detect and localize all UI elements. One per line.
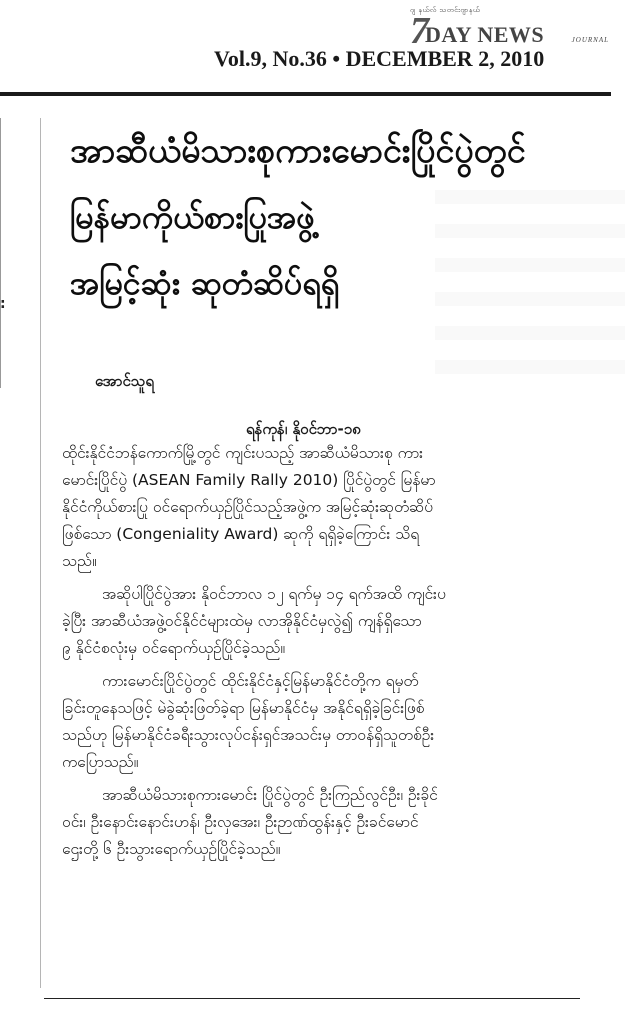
paragraph [62,668,618,776]
headline-line: မြန်မာကိုယ်စားပြုအဖွဲ့ [70,198,315,236]
masthead-tagline: ဂျ နယ်လ် သတင်းဂျာနယ် [410,6,481,14]
paragraph [62,440,618,575]
logo-journal: JOURNAL [571,36,609,44]
paragraph-line: သည်ဟု မြန်မာနိုင်ငံခရီးသွားလုပ်ငန်းရှင်အသင်းမှ တာဝန်ရှိသူတစ်ဦး [62,726,435,744]
article-headline [70,118,630,316]
paragraph-line: ကားမောင်းပြိုင်ပွဲတွင် ထိုင်းနိုင်ငံနှင့်မြန်မာနိုင်ငံတို့က ရမှတ် [102,672,419,690]
issue-line: Vol.9, No.36 • DECEMBER 2, 2010 [214,46,545,71]
header-rule [0,92,611,96]
paragraph-line: မောင်းပြိုင်ပွဲ (ASEAN Family Rally 2010) ပြိုင်ပွဲတွင် မြန်မာ [62,471,436,489]
logo-text: DAY NEWS [425,22,545,47]
paragraph-line: ခြင်းတူနေသဖြင့် မဲခွဲဆုံးဖြတ်ခဲ့ရာ မြန်မာနိုင်ငံမှ အနိုင်ရရှိခဲ့ခြင်းဖြစ် [62,699,425,717]
paragraph-line: ကပြောသည်။ [62,753,139,771]
left-column-mark: : [0,296,6,312]
paragraph-line: နိုင်ငံကိုယ်စားပြု ဝင်ရောက်ယှဉ်ပြိုင်သည့်အဖွဲ့က အမြင့်ဆုံးဆုတံဆိပ် [62,498,433,516]
paragraph-line: အာဆီယံမိသားစုကားမောင်း ပြိုင်ပွဲတွင် ဦးကြည်လွင်ဦး၊ ဦးခိုင် [102,786,438,804]
paragraph-line: ၉ နိုင်ငံစလုံးမှ ဝင်ရောက်ယှဉ်ပြိုင်ခဲ့သည်။ [62,639,286,657]
headline-line: အာဆီယံမိသားစုကားမောင်းပြိုင်ပွဲတွင် [70,131,526,171]
dateline: ရန်ကုန်၊ နိုဝင်ဘာ-၁၈ [246,420,361,438]
headline-line: အမြင့်ဆုံး ဆုတံဆိပ်ရရှိ [70,264,340,302]
column-rule [40,118,41,988]
paragraph-line: အဆိုပါပြိုင်ပွဲအား နိုဝင်ဘာလ ၁၂ ရက်မှ ၁၄ ရက်အထိ ကျင်းပ [102,585,446,603]
paragraph [62,581,618,662]
paragraph-line: ဝင်း၊ ဦးနောင်းနောင်းဟန်၊ ဦးလှအေး၊ ဦးဉာဏ်ထွန်းနှင့် ဦးခင်မောင် [62,813,419,831]
paragraph [62,782,618,863]
article-body [62,440,618,869]
paragraph-line: ခဲ့ပြီး အာဆီယံအဖွဲ့ဝင်နိုင်ငံများထဲမှ လာအိုနိုင်ငံမှလွဲ၍ ကျန်ရှိသော [62,612,422,630]
left-column-edge [0,118,1,388]
masthead-logo [410,10,625,50]
paragraph-line: သည်။ [62,552,97,570]
paragraph-line: ဖြစ်သော (Congeniality Award) ဆုကို ရရှိခဲ့ကြောင်း သိရ [62,525,420,543]
footer-rule [44,998,580,999]
logo-seven: 7 [410,10,429,52]
byline: အောင်သူရ [95,372,154,390]
paragraph-line: ထိုင်းနိုင်ငံဘန်ကောက်မြို့တွင် ကျင်းပသည့် အာဆီယံမိသားစု ကား [62,444,424,462]
paragraph-line: ဌေးတို့ ၆ ဦးသွားရောက်ယှဉ်ပြိုင်ခဲ့သည်။ [62,840,281,858]
